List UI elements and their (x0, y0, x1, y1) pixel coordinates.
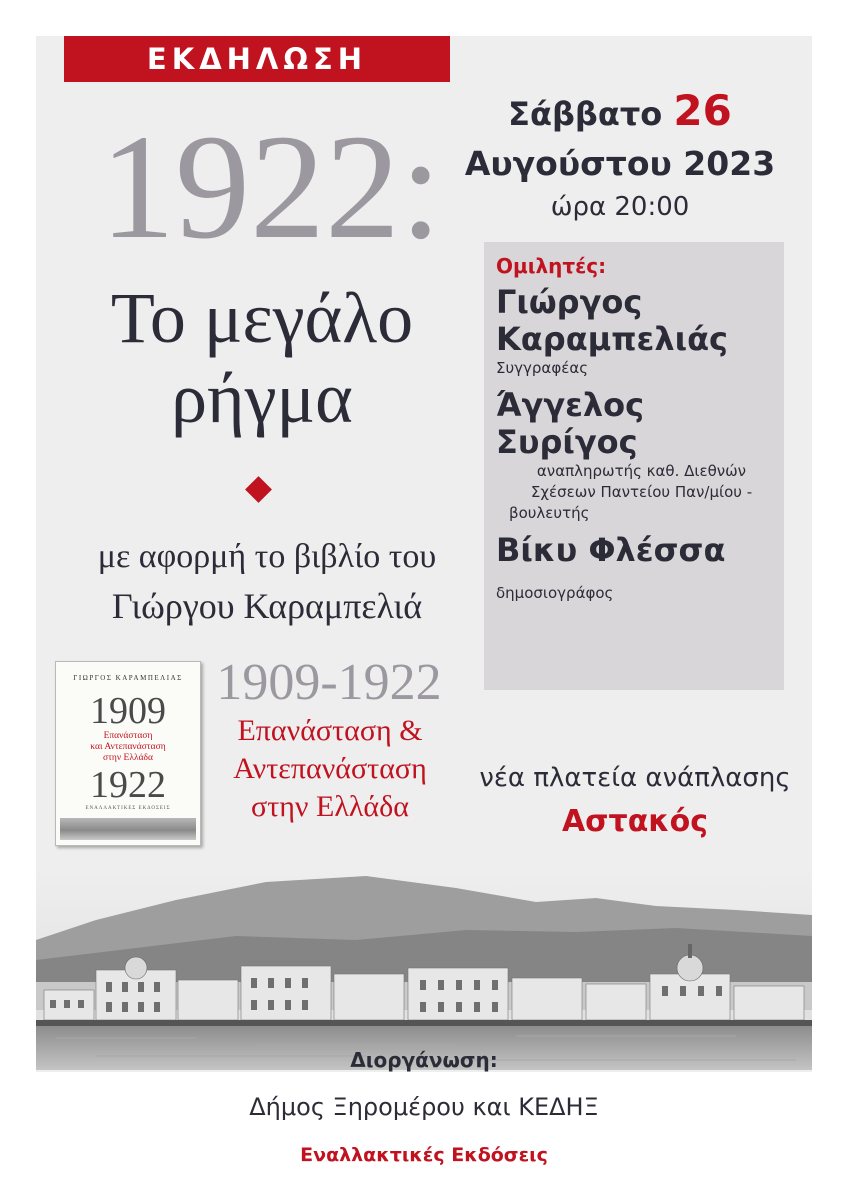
book-intro (52, 534, 482, 632)
date-day-line (450, 84, 790, 141)
speaker-name-line-1: Γιώργος (496, 283, 643, 321)
book-subtitle-line-2: Αντεπανάσταση (233, 752, 427, 785)
speaker-name: Βίκυ Φλέσσα (496, 531, 726, 569)
title-line-1: Το μεγάλο (110, 278, 414, 358)
speaker-role: δημοσιογράφος (496, 584, 614, 602)
book-cover-subtitle-line-2: και Αντεπανάσταση (90, 742, 166, 752)
speaker-role-line-1: αναπληρωτής καθ. Διεθνών (536, 462, 747, 480)
book-cover-year-end: 1922 (90, 764, 166, 806)
organizer-name: Δήμος Ξηρομέρου και ΚΕΔΗΞ (249, 1093, 599, 1121)
book-cover-year-start: 1909 (90, 690, 166, 732)
book-cover-subtitle (56, 731, 200, 764)
venue-line-1: νέα πλατεία ανάπλασης (479, 763, 791, 793)
book-subtitle-line-3: στην Ελλάδα (251, 790, 409, 823)
event-date (450, 84, 790, 227)
book-subtitle-line-1: Επανάσταση & (237, 714, 423, 747)
event-tag: ΕΚΔΗΛΩΣΗ (64, 36, 450, 82)
speaker-role: Συγγραφέας (496, 359, 589, 377)
intro-author: Γιώργου Καραμπελιά (111, 586, 423, 626)
intro-line-1: με αφορμή το βιβλίο του (97, 538, 437, 575)
event-time: ώρα 20:00 (550, 192, 690, 222)
book-cover-subtitle-line-3: στην Ελλάδα (102, 753, 154, 763)
book-cover-author: ΓΙΩΡΓΟΣ ΚΑΡΑΜΠΕΛΙΑΣ (73, 674, 183, 682)
event-title (92, 278, 432, 438)
speaker-name-line-2: Καραμπελιάς (496, 320, 729, 358)
speaker-role (509, 461, 774, 524)
day-name: Σάββατο (508, 95, 663, 133)
venue-town: Αστακός (561, 804, 709, 839)
speaker-role-line-3: βουλευτής (509, 504, 590, 522)
speaker-role-line-2: Σχέσεων Παντείου Παν/μίου - (530, 483, 753, 501)
speaker-name (496, 284, 774, 358)
month-year: Αυγούστου 2023 (464, 144, 776, 183)
book-cover-photo (60, 818, 196, 840)
speaker-name (496, 387, 774, 461)
speaker-name-line-1: Άγγελος (496, 386, 645, 424)
publisher-name: Εναλλακτικές Εκδόσεις (300, 1144, 548, 1166)
book-cover (55, 661, 201, 846)
organizer-label: Διοργάνωση: (350, 1048, 498, 1072)
day-number: 26 (673, 86, 732, 135)
book-cover-subtitle-line-1: Επανάσταση (103, 731, 153, 741)
venue (470, 758, 800, 846)
speaker-name-line-2: Συρίγος (496, 423, 638, 461)
title-year: 1922: (100, 104, 442, 270)
book-year-range: 1909-1922 (216, 654, 442, 711)
book-cover-publisher: ΕΝΑΛΛΑΚΤΙΚΕΣ ΕΚΔΟΣΕΙΣ (85, 806, 171, 811)
title-line-2: ρήγμα (171, 358, 353, 438)
speakers-heading: Ομιλητές: (496, 254, 607, 278)
book-subtitle (200, 712, 460, 826)
speakers-panel (484, 242, 784, 690)
harbour-photo (36, 870, 812, 1070)
